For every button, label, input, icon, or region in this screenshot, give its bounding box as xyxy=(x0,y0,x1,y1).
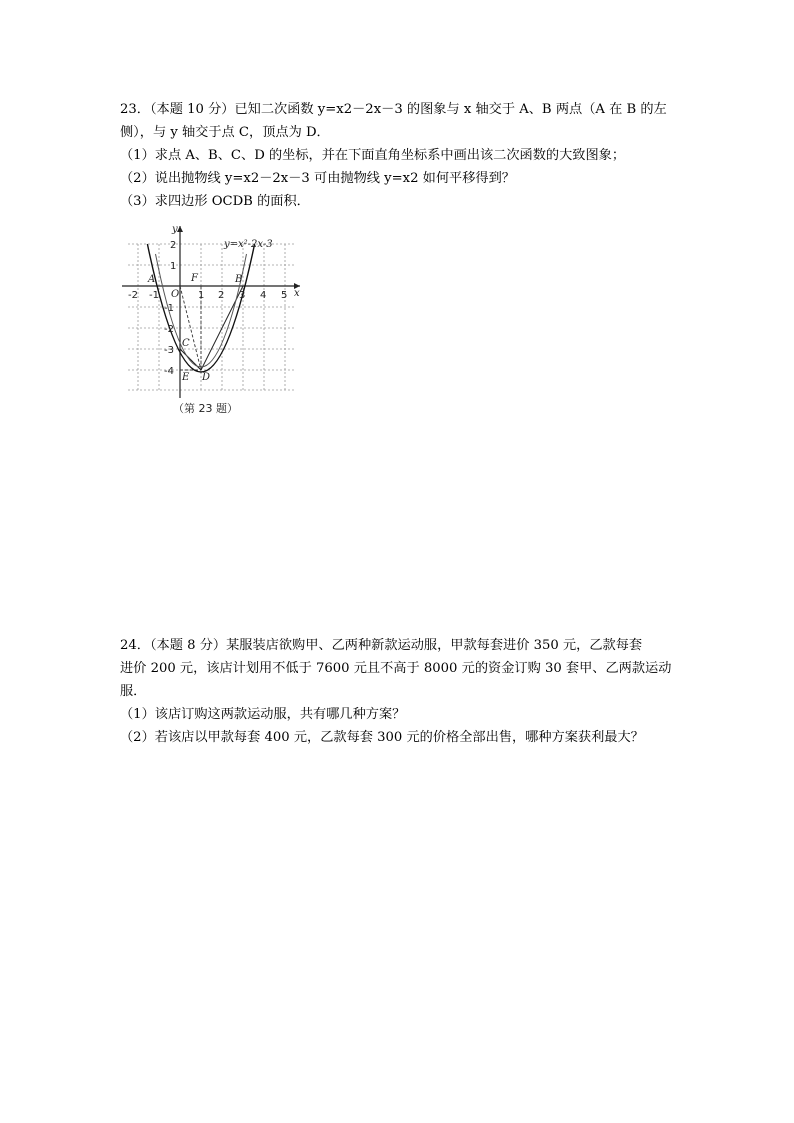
y-tick-neg4: -4 xyxy=(164,366,174,377)
curve-equation-label: y=x²-2x-3 xyxy=(224,239,273,250)
q23-item-3: （3）求四边形 OCDB 的面积． xyxy=(120,194,310,209)
figure-caption: （第 23 题） xyxy=(173,402,238,415)
q23-line-1: 23．（本题 10 分）已知二次函数 y=x2－2x－3 的图象与 x 轴交于 A、B 两点（A 在 B 的左 xyxy=(120,102,667,117)
q23-item-1: （1）求点 A、B、C、D 的坐标，并在下面直角坐标系中画出该二次函数的大致图象； xyxy=(120,148,626,163)
y-tick-2: 2 xyxy=(170,240,177,251)
q23-item-2: （2）说出抛物线 y=x2－2x－3 可由抛物线 y=x2 如何平移得到？ xyxy=(120,171,515,186)
x-tick-3: 3 xyxy=(239,290,246,301)
x-tick-neg2: -2 xyxy=(128,290,138,301)
y-tick-neg1: -1 xyxy=(164,303,174,314)
x-tick-neg1: -1 xyxy=(149,290,159,301)
x-tick-1: 1 xyxy=(198,290,205,301)
q24-item-1: （1）该店订购这两款运动服，共有哪几种方案？ xyxy=(120,707,406,722)
y-tick-1: 1 xyxy=(170,261,177,272)
point-label-a: A xyxy=(148,274,156,285)
q24-line-2: 进价 200 元，该店计划用不低于 7600 元且不高于 8000 元的资金订购 30 套甲、乙两款运动 xyxy=(120,661,672,676)
y-tick-neg3: -3 xyxy=(164,345,174,356)
point-label-o: O xyxy=(171,289,180,300)
parabola-graph xyxy=(118,220,310,420)
point-label-e: E xyxy=(182,372,190,383)
question-24 xyxy=(120,634,680,749)
point-label-d: D xyxy=(202,372,211,383)
point-label-b: B xyxy=(235,274,243,285)
point-label-f: F xyxy=(191,273,198,284)
y-axis-arrow xyxy=(177,226,183,232)
q23-line-2: 侧），与 y 轴交于点 C，顶点为 D． xyxy=(120,125,330,140)
point-label-c: C xyxy=(182,338,190,349)
question-23 xyxy=(120,98,680,213)
q24-item-2: （2）若该店以甲款每套 400 元，乙款每套 300 元的价格全部出售，哪种方案获利最大？ xyxy=(120,730,644,745)
y-axis-label: y xyxy=(172,224,178,235)
x-tick-2: 2 xyxy=(218,290,225,301)
x-axis-label: x xyxy=(294,288,300,299)
y-tick-neg2: -2 xyxy=(164,324,174,335)
q24-line-1: 24．（本题 8 分）某服装店欲购甲、乙两种新款运动服，甲款每套进价 350 元，乙款每套 xyxy=(120,638,643,653)
q24-line-3: 服． xyxy=(120,684,147,699)
x-tick-5: 5 xyxy=(281,290,288,301)
q23-figure xyxy=(118,220,310,420)
x-tick-4: 4 xyxy=(260,290,267,301)
